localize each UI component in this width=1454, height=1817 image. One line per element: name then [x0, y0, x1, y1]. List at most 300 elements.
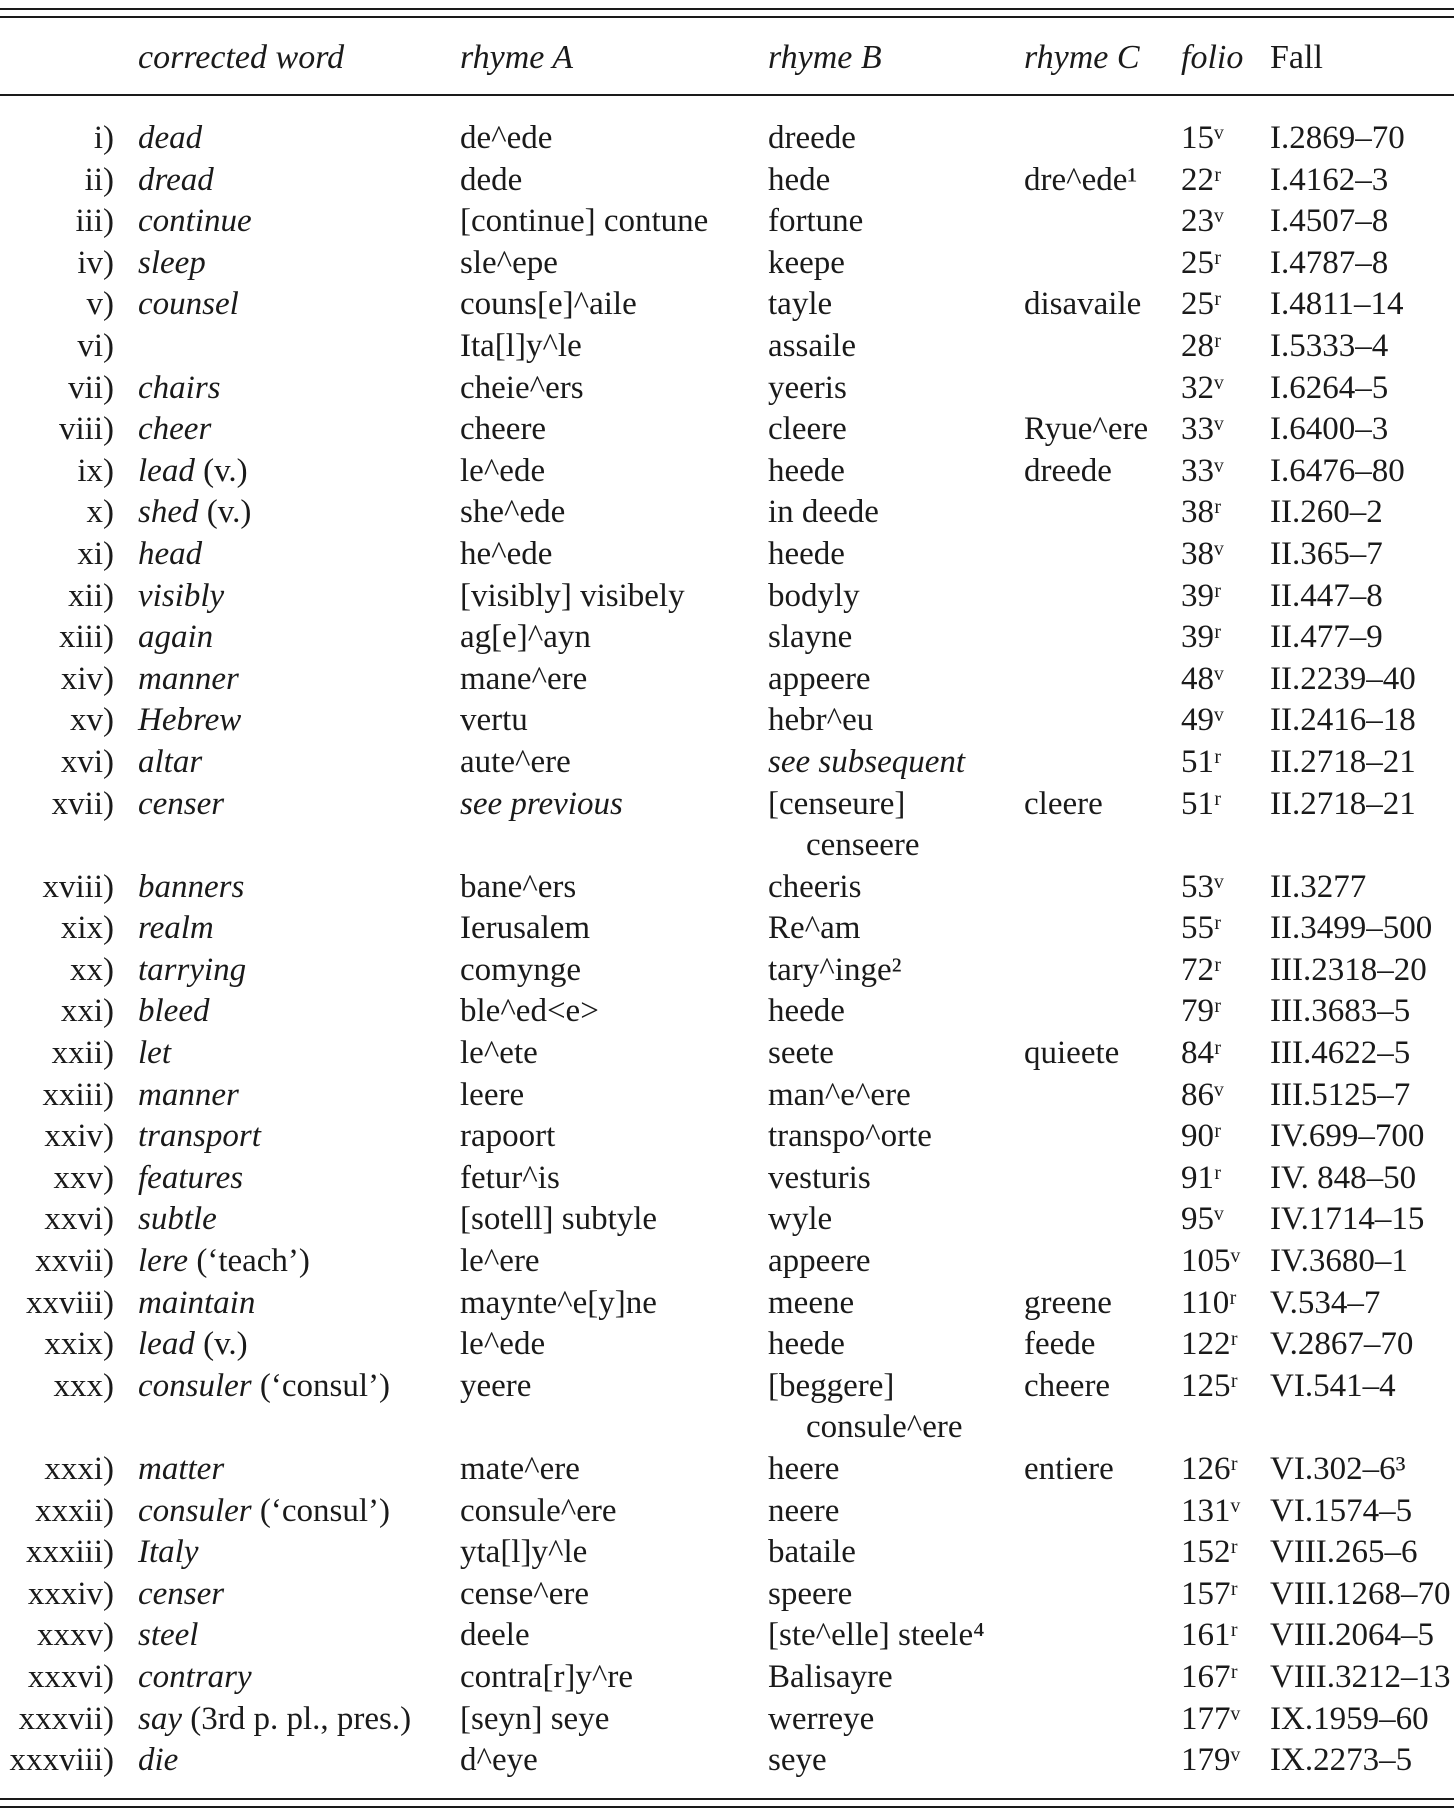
- rhyme-b-cell: yeeris: [768, 369, 847, 406]
- table-row: [0, 492, 1454, 534]
- rhyme-b-cell: speere: [768, 1575, 853, 1612]
- rhyme-a-cell: leere: [460, 1076, 525, 1113]
- rhyme-b-cell: [censeure]: [768, 785, 906, 822]
- table-row: [0, 700, 1454, 742]
- fall-reference-cell: I.6400–3: [1270, 411, 1389, 448]
- corrected-word-cell: [138, 1158, 243, 1200]
- corrected-word-cell: [138, 409, 211, 451]
- rhyme-a-cell: [sotell] subtyle: [460, 1201, 658, 1238]
- row-number: xx): [70, 951, 114, 988]
- corrected-word: censer: [138, 1575, 225, 1612]
- rhyme-a-cell: mate^ere: [460, 1451, 580, 1487]
- rhyme-b-continuation: censeere: [806, 827, 920, 864]
- fall-reference-cell: V.2867–70: [1270, 1326, 1414, 1363]
- rhyme-a-cell: le^ete: [460, 1035, 538, 1072]
- rhyme-b-cell: heere: [768, 1451, 840, 1487]
- corrected-word-cell: [138, 492, 251, 534]
- corrected-word-cell: [138, 201, 252, 243]
- fall-reference-cell: VIII.3212–13: [1270, 1658, 1451, 1695]
- row-number: xxxiii): [26, 1534, 114, 1571]
- corrected-word-cell: [138, 1366, 390, 1408]
- corrected-word-cell: [138, 700, 241, 742]
- corrected-word: counsel: [138, 286, 239, 323]
- table-row: [0, 201, 1454, 243]
- row-number: i): [93, 120, 114, 156]
- corrected-word: matter: [138, 1451, 225, 1487]
- corrected-word: altar: [138, 743, 203, 780]
- rhyme-a-cell: aute^ere: [460, 743, 571, 780]
- corrected-word-cell: [138, 991, 209, 1033]
- folio-cell: 86ᵛ: [1181, 1076, 1224, 1113]
- corrected-word: manner: [138, 1076, 239, 1113]
- row-number: iv): [77, 244, 114, 281]
- folio-cell: 32ᵛ: [1181, 369, 1224, 406]
- fall-reference-cell: II.2239–40: [1270, 660, 1416, 697]
- rhyme-a-cell: bane^ers: [460, 868, 577, 905]
- fall-reference-cell: IV.3680–1: [1270, 1243, 1408, 1280]
- corrected-word-gloss: (v.): [198, 494, 252, 531]
- rhyme-b-cell: meene: [768, 1284, 855, 1321]
- table-row: [0, 243, 1454, 285]
- corrected-word: shed: [138, 494, 199, 531]
- fall-reference-cell: I.6264–5: [1270, 369, 1389, 406]
- corrected-word: maintain: [138, 1284, 256, 1321]
- fall-reference-cell: IV.699–700: [1270, 1118, 1425, 1155]
- table-row: [0, 1033, 1454, 1075]
- table-row: [0, 742, 1454, 784]
- rhyme-a-cell: cheie^ers: [460, 369, 584, 406]
- corrected-word: let: [138, 1035, 171, 1072]
- top-rule-inner: [0, 16, 1454, 18]
- corrected-word: Hebrew: [138, 702, 242, 739]
- row-number: xviii): [42, 868, 114, 905]
- table-row: [0, 534, 1454, 576]
- row-number: xxvii): [35, 1243, 114, 1280]
- rhyme-b-cell: [beggere]: [768, 1367, 895, 1404]
- row-number: xxiv): [44, 1118, 114, 1155]
- table-row: [0, 659, 1454, 701]
- rhyme-c-cell: disavaile: [1024, 286, 1142, 323]
- folio-cell: 51ʳ: [1181, 743, 1222, 780]
- top-rule-outer: [0, 8, 1454, 10]
- rhyme-b-cell: tary^inge²: [768, 951, 902, 988]
- header-rhyme-c: rhyme C: [1024, 39, 1140, 76]
- folio-cell: 72ʳ: [1181, 951, 1222, 988]
- rhyme-b-cell: transpo^orte: [768, 1118, 932, 1155]
- rhyme-b-cell: bodyly: [768, 577, 860, 614]
- row-number: vii): [68, 369, 114, 406]
- rhyme-b-cell: man^e^ere: [768, 1076, 911, 1113]
- row-number: xxv): [53, 1159, 114, 1196]
- rhyme-b-cell: keepe: [768, 244, 845, 281]
- corrected-word: dead: [138, 120, 203, 156]
- header-rule: [0, 94, 1454, 96]
- row-number: ix): [77, 452, 114, 489]
- rhyme-c-cell: cleere: [1024, 785, 1103, 822]
- fall-reference-cell: II.3499–500: [1270, 910, 1433, 947]
- folio-cell: 84ʳ: [1181, 1035, 1222, 1072]
- rhyme-b-cell: heede: [768, 452, 845, 489]
- corrected-word-gloss: (‘consul’): [251, 1492, 391, 1529]
- fall-reference-cell: VI.302–6³: [1270, 1451, 1406, 1487]
- rhyme-b-cell: seete: [768, 1035, 834, 1072]
- corrected-word-gloss: (3rd p. pl., pres.): [182, 1700, 412, 1737]
- folio-cell: 152ʳ: [1181, 1534, 1238, 1571]
- corrected-word-cell: [138, 1283, 255, 1325]
- fall-reference-cell: IX.1959–60: [1270, 1700, 1429, 1737]
- fall-reference-cell: IV.1714–15: [1270, 1201, 1425, 1238]
- rhyme-b-cell: heede: [768, 535, 845, 572]
- table-row: [0, 950, 1454, 992]
- folio-cell: 167ʳ: [1181, 1658, 1238, 1695]
- rhyme-a-cell: Ita[l]y^le: [460, 327, 582, 364]
- table-row: [0, 1657, 1454, 1699]
- corrected-word-cell: [138, 1491, 390, 1533]
- corrected-word: again: [138, 619, 214, 656]
- corrected-word-gloss: (v.): [194, 452, 248, 489]
- fall-reference-cell: VIII.1268–70: [1270, 1575, 1451, 1612]
- rhyme-b-continuation: consule^ere: [806, 1409, 963, 1446]
- folio-cell: 48ᵛ: [1181, 660, 1224, 697]
- rhyme-a-cell: [continue] contune: [460, 203, 709, 240]
- corrected-word-cell: [138, 160, 214, 202]
- rhyme-a-cell: dede: [460, 161, 523, 198]
- fall-reference-cell: I.5333–4: [1270, 327, 1389, 364]
- fall-reference-cell: V.534–7: [1270, 1284, 1381, 1321]
- row-number: xix): [60, 910, 114, 947]
- row-number: xxxii): [35, 1492, 114, 1529]
- corrected-word-cell: [138, 284, 239, 326]
- corrected-word-cell: [138, 1075, 239, 1117]
- folio-cell: 28ʳ: [1181, 327, 1222, 364]
- folio-cell: 110ʳ: [1181, 1284, 1237, 1321]
- corrected-word-cell: [138, 368, 221, 410]
- table-row: [0, 1324, 1454, 1366]
- fall-reference-cell: I.4507–8: [1270, 203, 1389, 240]
- rhyme-a-cell: he^ede: [460, 535, 553, 572]
- corrected-word-cell: [138, 950, 246, 992]
- folio-cell: 55ʳ: [1181, 910, 1222, 947]
- corrected-word-cell: [138, 534, 202, 576]
- corrected-word: subtle: [138, 1201, 217, 1238]
- rhyme-b-cell: appeere: [768, 660, 871, 697]
- fall-reference-cell: II.3277: [1270, 868, 1367, 905]
- corrected-word-cell: [138, 908, 214, 950]
- corrected-word-cell: [138, 617, 213, 659]
- rhyme-b-cell: slayne: [768, 619, 853, 656]
- rhyme-b-cell: hede: [768, 161, 831, 198]
- row-number: xii): [68, 577, 114, 614]
- rhyme-c-cell: greene: [1024, 1284, 1112, 1321]
- header-folio: folio: [1181, 39, 1244, 76]
- corrected-word: lere: [138, 1243, 189, 1280]
- rhyme-b-cell: see subsequent: [768, 743, 966, 780]
- rhyme-b-cell: hebr^eu: [768, 702, 874, 739]
- fall-reference-cell: I.4787–8: [1270, 244, 1389, 281]
- rhyme-a-cell: le^ede: [460, 452, 546, 489]
- rhyme-a-cell: maynte^e[y]ne: [460, 1284, 657, 1321]
- rhyme-a-cell: she^ede: [460, 494, 566, 531]
- fall-reference-cell: I.4162–3: [1270, 161, 1389, 198]
- rhyme-a-cell: contra[r]y^re: [460, 1658, 634, 1695]
- row-number: xxxiv): [27, 1575, 114, 1612]
- corrected-word-cell: [138, 451, 248, 493]
- fall-reference-cell: II.2718–21: [1270, 743, 1416, 780]
- corrected-word-cell: [138, 1241, 310, 1283]
- table-row: [0, 1491, 1454, 1533]
- table-row: [0, 1199, 1454, 1241]
- rhyme-a-cell: Ierusalem: [460, 910, 591, 947]
- fall-reference-cell: II.365–7: [1270, 535, 1383, 572]
- rhyme-a-cell: d^eye: [460, 1742, 538, 1779]
- rhyme-a-cell: le^ere: [460, 1243, 540, 1280]
- fall-reference-cell: VI.541–4: [1270, 1367, 1396, 1404]
- rhyme-a-cell: deele: [460, 1617, 530, 1654]
- corrected-word: die: [138, 1742, 179, 1779]
- corrected-word-cell: [138, 659, 239, 701]
- folio-cell: 15ᵛ: [1181, 120, 1224, 156]
- row-number: xxx): [53, 1367, 114, 1404]
- rhyme-a-cell: see previous: [460, 785, 623, 822]
- row-number: xvii): [51, 785, 114, 822]
- rhyme-a-cell: rapoort: [460, 1118, 556, 1155]
- row-number: xxxi): [44, 1451, 114, 1487]
- corrected-word-cell: [138, 1324, 248, 1366]
- rhyme-b-cell: bataile: [768, 1534, 856, 1571]
- rhyme-b-cell: in deede: [768, 494, 879, 531]
- row-number: x): [86, 494, 114, 531]
- table-row: [0, 908, 1454, 950]
- table-row: [0, 160, 1454, 202]
- corrected-word-cell: [138, 1740, 178, 1782]
- fall-reference-cell: II.2718–21: [1270, 785, 1416, 822]
- row-number: xxix): [44, 1326, 114, 1363]
- rhyme-b-cell: werreye: [768, 1700, 875, 1737]
- rhyme-a-cell: ag[e]^ayn: [460, 619, 591, 656]
- corrected-word-cell: [138, 1449, 224, 1491]
- row-number: xiii): [59, 619, 114, 656]
- rhyme-b-cell: tayle: [768, 286, 833, 323]
- corrected-word-cell: [138, 1033, 171, 1075]
- corrected-word: chairs: [138, 369, 221, 406]
- table-row: [0, 1615, 1454, 1657]
- corrected-word: say: [138, 1700, 182, 1737]
- fall-reference-cell: III.4622–5: [1270, 1035, 1411, 1072]
- rhyme-c-cell: feede: [1024, 1326, 1096, 1363]
- folio-cell: 33ᵛ: [1181, 411, 1224, 448]
- row-number: iii): [75, 203, 114, 240]
- rhyme-b-cell: vesturis: [768, 1159, 871, 1196]
- corrected-word: tarrying: [138, 951, 247, 988]
- row-number: xi): [77, 535, 114, 572]
- rhyme-b-cell: heede: [768, 1326, 845, 1363]
- folio-cell: 39ʳ: [1181, 619, 1222, 656]
- row-number: xiv): [60, 660, 114, 697]
- folio-cell: 179ᵛ: [1181, 1742, 1241, 1779]
- table-body: [0, 118, 1454, 1782]
- row-number: xxiii): [42, 1076, 114, 1113]
- table-row: [0, 784, 1454, 867]
- corrected-word: bleed: [138, 993, 210, 1030]
- row-number: vi): [77, 327, 114, 364]
- table-row: [0, 1740, 1454, 1782]
- row-number: xxvi): [44, 1201, 114, 1238]
- corrected-word-gloss: (v.): [194, 1326, 248, 1363]
- rhyme-a-cell: consule^ere: [460, 1492, 617, 1529]
- rhyme-a-cell: ble^ed<e>: [460, 993, 599, 1030]
- folio-cell: 23ᵛ: [1181, 203, 1224, 240]
- fall-reference-cell: II.477–9: [1270, 619, 1383, 656]
- corrected-word: continue: [138, 203, 252, 240]
- bottom-rule-inner: [0, 1798, 1454, 1800]
- corrected-word: dread: [138, 161, 214, 198]
- rhyme-b-cell: appeere: [768, 1243, 871, 1280]
- folio-cell: 161ʳ: [1181, 1617, 1238, 1654]
- folio-cell: 157ʳ: [1181, 1575, 1238, 1612]
- table-row: [0, 1449, 1454, 1491]
- corrected-word: Italy: [138, 1534, 199, 1571]
- rhyme-b-cell: cheeris: [768, 868, 862, 905]
- folio-cell: 131ᵛ: [1181, 1492, 1241, 1529]
- table-row: [0, 1158, 1454, 1200]
- rhyme-a-cell: couns[e]^aile: [460, 286, 637, 323]
- corrected-word: visibly: [138, 577, 225, 614]
- table-row: [0, 1366, 1454, 1449]
- corrected-word: steel: [138, 1617, 199, 1654]
- row-number: xxii): [51, 1035, 114, 1072]
- corrected-word-cell: [138, 1532, 198, 1574]
- corrected-word-cell: [138, 118, 202, 160]
- table-row: [0, 867, 1454, 909]
- corrected-word: lead: [138, 1326, 195, 1363]
- header-rhyme-b: rhyme B: [768, 39, 882, 76]
- corrected-word-cell: [138, 1657, 252, 1699]
- corrected-word: consuler: [138, 1367, 252, 1404]
- row-number: v): [86, 286, 114, 323]
- rhyme-a-cell: de^ede: [460, 120, 553, 156]
- table-row: [0, 1574, 1454, 1616]
- corrected-word-cell: [138, 867, 244, 909]
- folio-cell: 95ᵛ: [1181, 1201, 1224, 1238]
- fall-reference-cell: III.2318–20: [1270, 951, 1427, 988]
- rhyme-c-cell: Ryue^ere: [1024, 411, 1149, 448]
- table-row: [0, 284, 1454, 326]
- corrected-word: manner: [138, 660, 239, 697]
- corrected-word-cell: [138, 742, 202, 784]
- fall-reference-cell: IV. 848–50: [1270, 1159, 1417, 1196]
- corrected-word: censer: [138, 785, 225, 822]
- rhyme-a-cell: [seyn] seye: [460, 1700, 610, 1737]
- corrected-word: consuler: [138, 1492, 252, 1529]
- row-number: ii): [84, 161, 114, 198]
- row-number: xxviii): [26, 1284, 114, 1321]
- corrected-word: contrary: [138, 1658, 252, 1695]
- corrected-word-cell: [138, 243, 206, 285]
- folio-cell: 49ᵛ: [1181, 702, 1224, 739]
- rhyme-a-cell: comynge: [460, 951, 581, 988]
- corrected-word-cell: [138, 1199, 217, 1241]
- row-number: xvi): [60, 743, 114, 780]
- rhyme-a-cell: mane^ere: [460, 660, 588, 697]
- rhyme-c-cell: entiere: [1024, 1451, 1114, 1487]
- fall-reference-cell: II.2416–18: [1270, 702, 1416, 739]
- rhyme-a-cell: cense^ere: [460, 1575, 590, 1612]
- folio-cell: 91ʳ: [1181, 1159, 1222, 1196]
- folio-cell: 122ʳ: [1181, 1326, 1238, 1363]
- rhyme-b-cell: Balisayre: [768, 1658, 893, 1695]
- row-number: xxxviii): [9, 1742, 114, 1779]
- folio-cell: 25ʳ: [1181, 244, 1222, 281]
- folio-cell: 105ᵛ: [1181, 1243, 1241, 1280]
- rhyme-b-cell: [ste^elle] steele⁴: [768, 1617, 985, 1654]
- fall-reference-cell: II.447–8: [1270, 577, 1383, 614]
- header-corrected-word: corrected word: [138, 39, 345, 76]
- corrected-word: features: [138, 1159, 244, 1196]
- header-rhyme-a: rhyme A: [460, 39, 574, 76]
- fall-reference-cell: VIII.265–6: [1270, 1534, 1418, 1571]
- folio-cell: 51ʳ: [1181, 785, 1222, 822]
- table-row: [0, 991, 1454, 1033]
- row-number: xxxvi): [27, 1658, 114, 1695]
- rhyme-a-cell: sle^epe: [460, 244, 558, 281]
- table-row: [0, 617, 1454, 659]
- fall-reference-cell: III.5125–7: [1270, 1076, 1411, 1113]
- table-row: [0, 368, 1454, 410]
- corrected-word-gloss: (‘consul’): [251, 1367, 391, 1404]
- rhyme-c-cell: quieete: [1024, 1035, 1120, 1072]
- row-number: viii): [59, 411, 114, 448]
- table-row: [0, 1699, 1454, 1741]
- rhyme-b-cell: seye: [768, 1742, 827, 1779]
- fall-reference-cell: I.4811–14: [1270, 286, 1404, 323]
- fall-reference-cell: IX.2273–5: [1270, 1742, 1413, 1779]
- rhyme-b-cell: neere: [768, 1492, 840, 1529]
- table-row: [0, 1241, 1454, 1283]
- table-row: [0, 1532, 1454, 1574]
- corrected-word-cell: [138, 576, 224, 618]
- corrected-word: transport: [138, 1118, 261, 1155]
- row-number: xv): [70, 702, 114, 739]
- folio-cell: 53ᵛ: [1181, 868, 1224, 905]
- row-number: xxi): [60, 993, 114, 1030]
- folio-cell: 125ʳ: [1181, 1367, 1238, 1404]
- table-row: [0, 1283, 1454, 1325]
- folio-cell: 33ᵛ: [1181, 452, 1224, 489]
- rhyme-b-cell: Re^am: [768, 910, 861, 947]
- corrected-word-gloss: (‘teach’): [188, 1243, 310, 1280]
- folio-cell: 38ᵛ: [1181, 535, 1224, 572]
- fall-reference-cell: VIII.2064–5: [1270, 1617, 1435, 1654]
- bottom-rule-outer: [0, 1806, 1454, 1808]
- table-row: [0, 118, 1454, 160]
- folio-cell: 79ʳ: [1181, 993, 1222, 1030]
- rhyme-a-cell: vertu: [460, 702, 528, 739]
- table-row: [0, 1116, 1454, 1158]
- table-row: [0, 451, 1454, 493]
- folio-cell: 25ʳ: [1181, 286, 1222, 323]
- rhyme-b-cell: heede: [768, 993, 845, 1030]
- rhyme-b-cell: dreede: [768, 120, 856, 156]
- folio-cell: 22ʳ: [1181, 161, 1222, 198]
- table-row: [0, 576, 1454, 618]
- folio-cell: 39ʳ: [1181, 577, 1222, 614]
- corrected-word: cheer: [138, 411, 212, 448]
- rhyme-a-cell: [visibly] visibely: [460, 577, 685, 614]
- corrected-word-cell: [138, 784, 224, 826]
- rhyme-a-cell: yeere: [460, 1367, 532, 1404]
- rhyme-b-cell: wyle: [768, 1201, 833, 1238]
- corrected-word-cell: [138, 1116, 261, 1158]
